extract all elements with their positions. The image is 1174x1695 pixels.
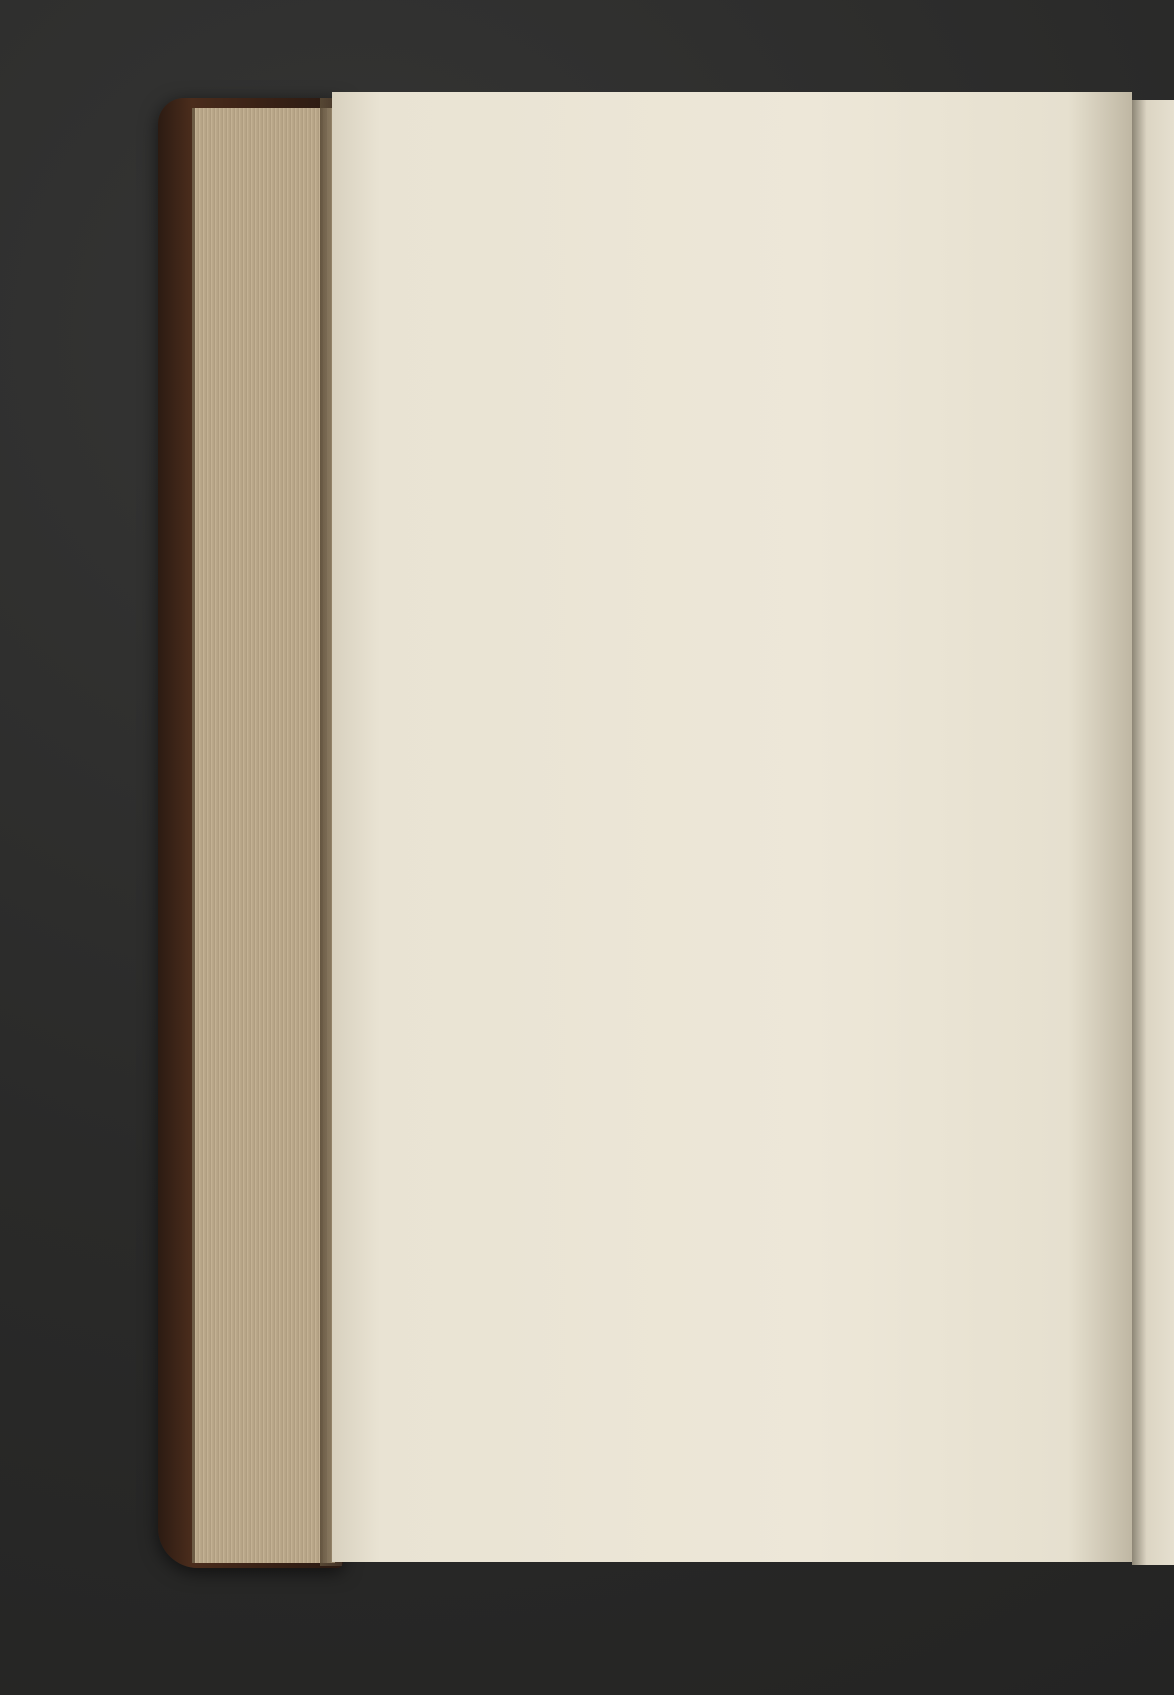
page-edges — [192, 108, 335, 1563]
running-head — [474, 160, 1014, 191]
facing-page-edge — [1132, 100, 1174, 1565]
book-page — [332, 92, 1132, 1562]
